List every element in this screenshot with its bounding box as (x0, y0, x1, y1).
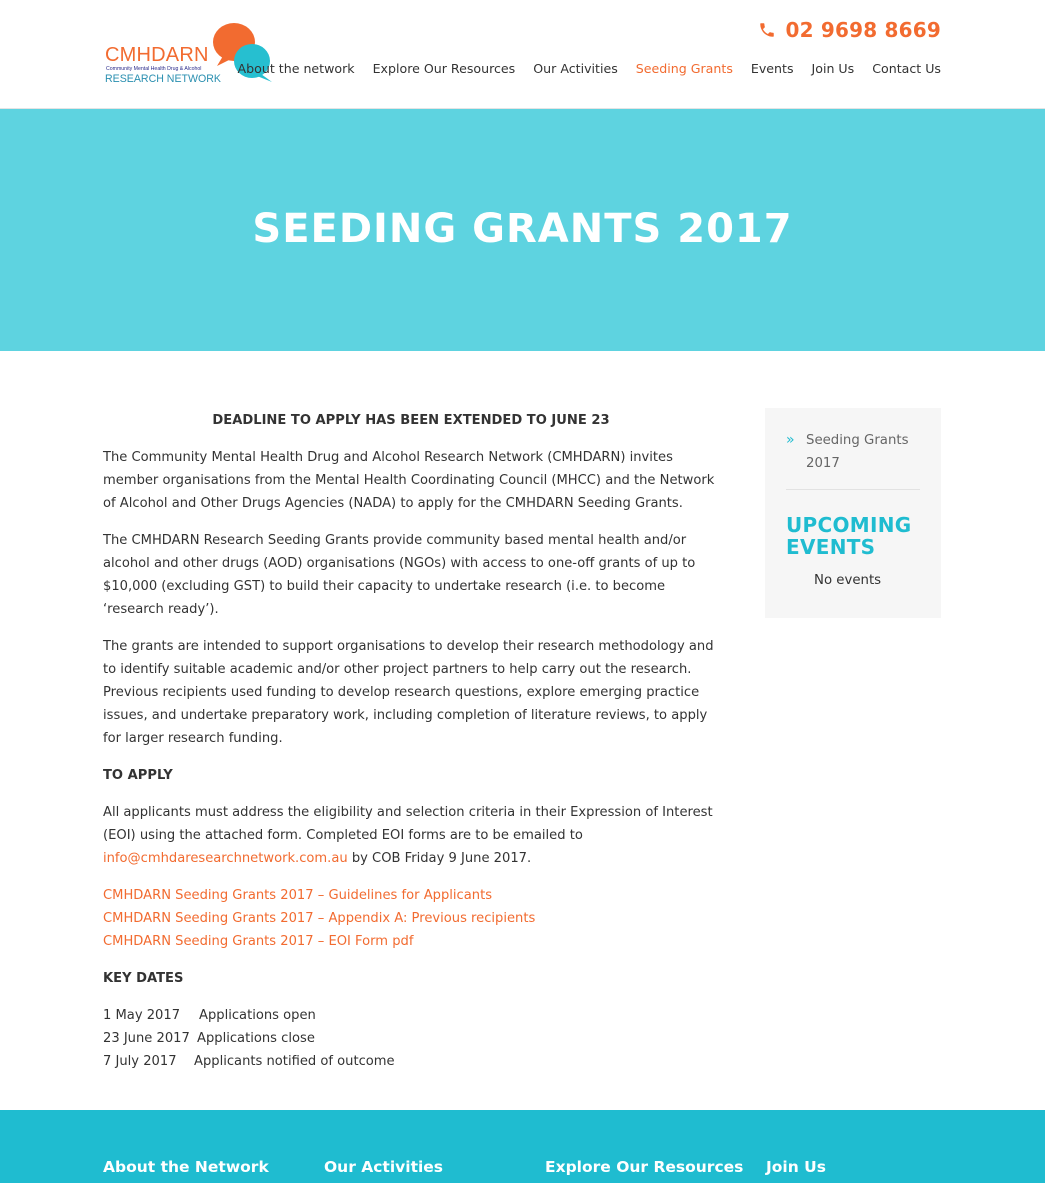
sidebar-item-label: Seeding Grants 2017 (806, 433, 909, 471)
document-links (103, 884, 719, 953)
nav-contact-us[interactable]: Contact Us (872, 61, 941, 76)
key-date-event: Applications close (197, 1031, 315, 1046)
footer-resources-heading[interactable]: Explore Our Resources (545, 1158, 744, 1176)
key-date: 23 June 2017 (103, 1031, 190, 1046)
purpose-paragraph: The grants are intended to support organisations to develop their research methodology and to identify suitable academic and/or other project partners to help carry out the research. Previous recipients used funding to develop research questions, explore emerging practice issues, and undertake preparatory work, including completion of literature reviews, to apply for larger research funding. (103, 639, 714, 746)
footer-activities-heading[interactable]: Our Activities (324, 1158, 444, 1176)
eoi-form-link[interactable]: CMHDARN Seeding Grants 2017 – EOI Form pdf (103, 934, 414, 949)
key-date-event: Applications open (199, 1008, 316, 1023)
sidebar (765, 408, 941, 618)
footer-about-heading[interactable]: About the Network (103, 1158, 269, 1176)
key-date-row (103, 1050, 719, 1073)
to-apply-heading: TO APPLY (103, 768, 173, 783)
phone-icon (758, 21, 776, 39)
appendix-link[interactable]: CMHDARN Seeding Grants 2017 – Appendix A: Previous recipients (103, 911, 536, 926)
no-events-text: No events (814, 573, 882, 588)
logo-subtitle: Community Mental Health Drug & Alcohol (106, 66, 202, 72)
phone-number[interactable] (758, 16, 942, 44)
key-date-row (103, 1027, 719, 1050)
main-nav (238, 61, 941, 76)
deadline-notice: DEADLINE TO APPLY HAS BEEN EXTENDED TO JUNE 23 (212, 413, 610, 428)
key-dates-heading: KEY DATES (103, 971, 184, 986)
key-date: 7 July 2017 (103, 1054, 177, 1069)
nav-about[interactable]: About the network (237, 61, 355, 76)
phone-number-text: 02 9698 8669 (785, 18, 941, 42)
footer-join-heading[interactable]: Join Us (766, 1158, 826, 1176)
key-date-event: Applicants notified of outcome (194, 1054, 395, 1069)
double-chevron-right-icon: » (786, 432, 795, 448)
nav-our-activities[interactable]: Our Activities (533, 61, 618, 76)
upcoming-events-title: UPCOMING EVENTS (786, 513, 912, 559)
nav-events[interactable]: Events (750, 61, 794, 76)
main-content (103, 409, 719, 1073)
key-date-row (103, 1004, 719, 1027)
email-link[interactable]: info@cmhdaresearchnetwork.com.au (103, 851, 348, 866)
key-dates-list (103, 1004, 719, 1073)
site-footer (0, 1110, 1045, 1183)
key-date: 1 May 2017 (103, 1008, 181, 1023)
logo-text: CMHDARN (105, 44, 209, 66)
apply-suffix: by COB Friday 9 June 2017. (347, 851, 532, 866)
apply-text: All applicants must address the eligibility and selection criteria in their Expression of Interest (EOI) using the attached form. Completed EOI forms are to be emailed to (103, 805, 713, 843)
logo-network: RESEARCH NETWORK (105, 73, 221, 85)
nav-explore-resources[interactable]: Explore Our Resources (372, 61, 516, 76)
page-title: SEEDING GRANTS 2017 (252, 206, 793, 252)
site-header (0, 0, 1045, 109)
intro-paragraph: The Community Mental Health Drug and Alcohol Research Network (CMHDARN) invites member organisations from the Mental Health Coordinating Council (MHCC) and the Network of Alcohol and Other Drugs Agencies (NADA) to apply for the CMHDARN Seeding Grants. (103, 450, 715, 511)
sidebar-item-seeding-grants[interactable] (786, 429, 920, 490)
guidelines-link[interactable]: CMHDARN Seeding Grants 2017 – Guidelines for Applicants (103, 888, 493, 903)
site-logo[interactable] (105, 22, 275, 86)
nav-seeding-grants[interactable]: Seeding Grants (635, 61, 733, 76)
apply-paragraph (103, 801, 719, 870)
page-hero (0, 109, 1045, 351)
grants-paragraph: The CMHDARN Research Seeding Grants provide community based mental health and/or alcohol and other drugs (AOD) organisations (NGOs) with access to one-off grants of up to $10,000 (excluding GST) to build their capacity to undertake research (i.e. to become ‘research ready’). (103, 533, 696, 617)
nav-join-us[interactable]: Join Us (811, 61, 855, 76)
